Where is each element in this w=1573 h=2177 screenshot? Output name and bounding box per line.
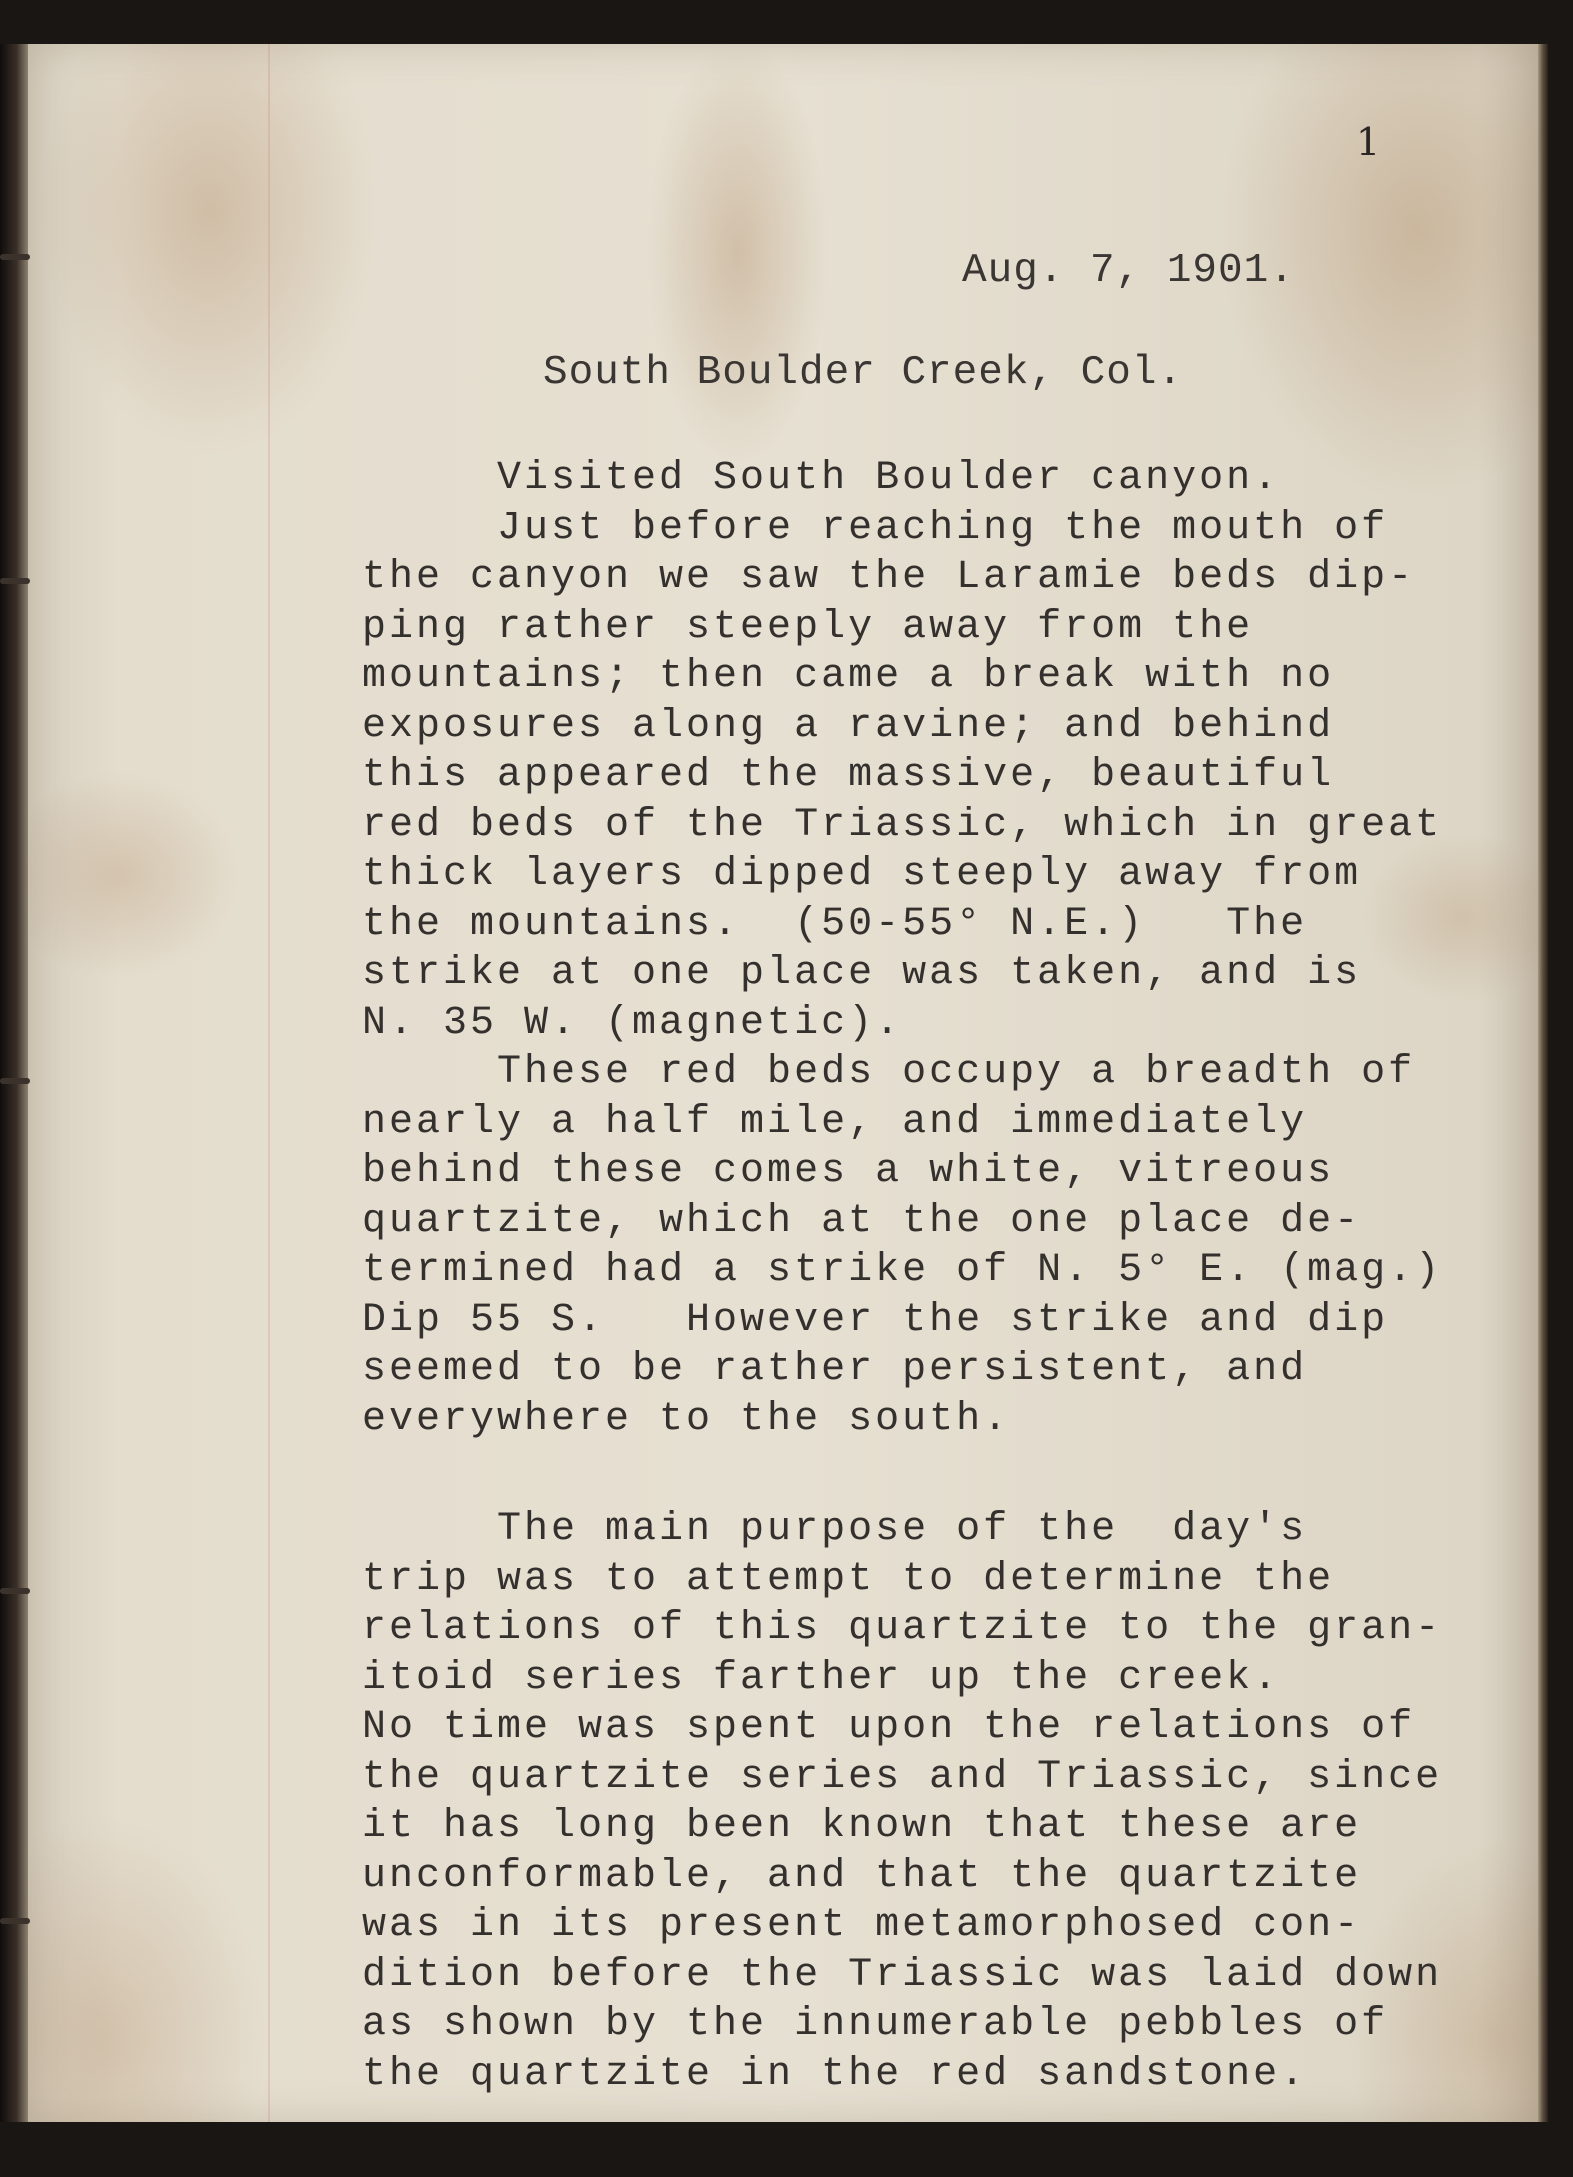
text-line: exposures along a ravine; and behind [362, 703, 1335, 749]
paragraph-2 [362, 1505, 1562, 2099]
page-right-edge [1538, 44, 1548, 2122]
text-line: No time was spent upon the relations of [362, 1705, 1416, 1750]
binding-ring [0, 1078, 30, 1084]
text-line: this appeared the massive, beautiful [362, 753, 1335, 798]
text-line: unconformable, and that the quartzite [362, 1853, 1362, 1899]
paragraph-1 [362, 454, 1562, 1444]
text-line: ping rather steeply away from the [362, 604, 1254, 650]
binding-ring [0, 1918, 30, 1924]
text-line: The main purpose of the day's [362, 1507, 1308, 1552]
binding-ring [0, 1588, 30, 1594]
text-line: as shown by the innumerable pebbles of [362, 2002, 1389, 2047]
text-line: was in its present metamorphosed con- [362, 1903, 1362, 1948]
text-line: it has long been known that these are [362, 1804, 1362, 1849]
page-number: 1 [1356, 120, 1381, 164]
text-line: red beds of the Triassic, which in great [362, 802, 1443, 848]
text-line: dition before the Triassic was laid down [362, 1952, 1443, 1998]
text-line: strike at one place was taken, and is [362, 951, 1362, 996]
text-line: seemed to be rather persistent, and [362, 1347, 1308, 1392]
text-line: N. 35 W. (magnetic). [362, 1000, 903, 1046]
text-line: behind these comes a white, vitreous [362, 1149, 1335, 1194]
entry-date: Aug. 7, 1901. [962, 248, 1295, 294]
text-line: mountains; then came a break with no [362, 654, 1335, 699]
text-line: the canyon we saw the Laramie beds dip- [362, 555, 1416, 600]
margin-rule [268, 44, 270, 2122]
notebook-page [28, 44, 1538, 2122]
text-line: the mountains. (50-55° N.E.) The [362, 901, 1308, 947]
text-line: quartzite, which at the one place de- [362, 1198, 1362, 1244]
text-line: thick layers dipped steeply away from [362, 852, 1362, 897]
text-line: nearly a half mile, and immediately [362, 1099, 1308, 1145]
text-line: itoid series farther up the creek. [362, 1655, 1281, 1701]
text-line: the quartzite series and Triassic, since [362, 1754, 1443, 1800]
text-line: Dip 55 S. However the strike and dip [362, 1297, 1389, 1343]
text-line: These red beds occupy a breadth of [362, 1050, 1416, 1095]
binding-ring [0, 578, 30, 584]
text-line: relations of this quartzite to the gran- [362, 1606, 1443, 1651]
text-line: trip was to attempt to determine the [362, 1556, 1335, 1602]
text-line: the quartzite in the red sandstone. [362, 2051, 1308, 2097]
text-line: termined had a strike of N. 5° E. (mag.) [362, 1248, 1443, 1293]
entry-location: South Boulder Creek, Col. [543, 350, 1184, 396]
text-line: Just before reaching the mouth of [362, 505, 1389, 551]
text-line: Visited South Boulder canyon. [362, 456, 1281, 501]
binding-ring [0, 254, 30, 260]
text-line: everywhere to the south. [362, 1396, 1011, 1442]
